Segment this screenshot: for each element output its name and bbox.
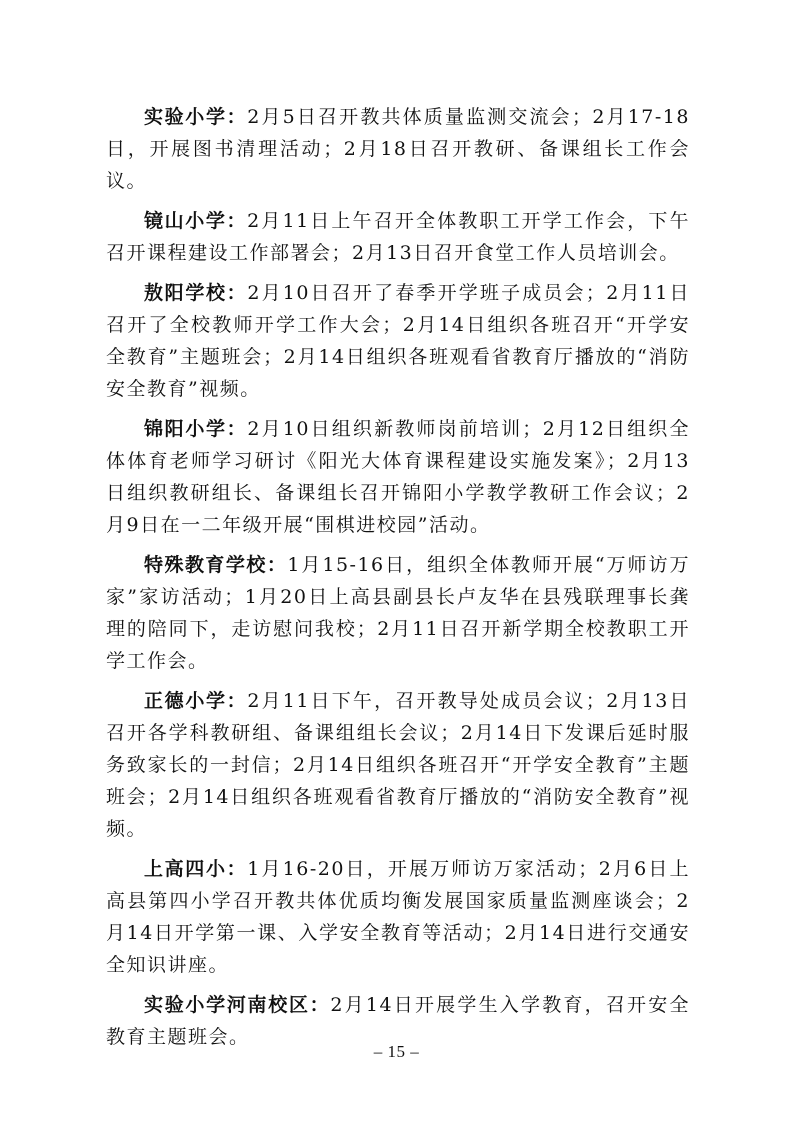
paragraph-text: 2月14日开展学生入学教育，召开安全教育主题班会。: [106, 994, 690, 1048]
paragraph-shanggao-fourth-primary: [106, 853, 690, 981]
school-name: 实验小学：: [144, 106, 248, 128]
paragraph-text: 2月10日组织新教师岗前培训；2月12日组织全体体育老师学习研讨《阳光大体育课程建设实施发案》；2月13日组织教研组长、备课组长召开锦阳小学教学教研工作会议；2月9日在一二年级开展“围棋进校园”活动。: [106, 418, 690, 536]
paragraph-shiyan-primary: [106, 101, 690, 197]
paragraph-jinyang-primary: [106, 413, 690, 541]
paragraph-special-education-school: [106, 549, 690, 677]
school-name: 实验小学河南校区：: [144, 994, 331, 1016]
paragraph-text: 1月16-20日，开展万师访万家活动；2月6日上高县第四小学召开教共体优质均衡发展国家质量监测座谈会；2月14日开学第一课、入学安全教育等活动；2月14日进行交通安全知识讲座。: [106, 858, 690, 976]
school-name: 特殊教育学校：: [144, 554, 288, 576]
paragraph-text: 1月15-16日，组织全体教师开展“万师访万家”家访活动；1月20日上高县副县长卢友华在县残联理事长龚理的陪同下，走访慰问我校；2月11日召开新学期全校教职工开学工作会。: [106, 554, 690, 672]
school-name: 敖阳学校：: [144, 282, 248, 304]
document-body: [106, 101, 690, 1061]
paragraph-text: 2月11日上午召开全体教职工开学工作会，下午召开课程建设工作部署会；2月13日召开食堂工作人员培训会。: [106, 210, 690, 264]
paragraph-text: 2月11日下午，召开教导处成员会议；2月13日召开各学科教研组、备课组组长会议；2月14日下发课后延时服务致家长的一封信；2月14日组织各班召开“开学安全教育”主题班会；2月14日组织各班观看省教育厅播放的“消防安全教育”视频。: [106, 690, 690, 840]
paragraph-zhengde-primary: [106, 685, 690, 845]
paragraph-aoyang-school: [106, 277, 690, 405]
paragraph-jingshan-primary: [106, 205, 690, 269]
page-number: – 15 –: [373, 1042, 420, 1061]
school-name: 正德小学：: [144, 690, 248, 712]
paragraph-text: 2月5日召开教共体质量监测交流会；2月17-18日，开展图书清理活动；2月18日召开教研、备课组长工作会议。: [106, 106, 690, 192]
paragraph-text: 2月10日召开了春季开学班子成员会；2月11日召开了全校教师开学工作大会；2月14日组织各班召开“开学安全教育”主题班会；2月14日组织各班观看省教育厅播放的“消防安全教育”视频。: [106, 282, 690, 400]
school-name: 上高四小：: [144, 858, 248, 880]
school-name: 镜山小学：: [144, 210, 248, 232]
school-name: 锦阳小学：: [144, 418, 248, 440]
